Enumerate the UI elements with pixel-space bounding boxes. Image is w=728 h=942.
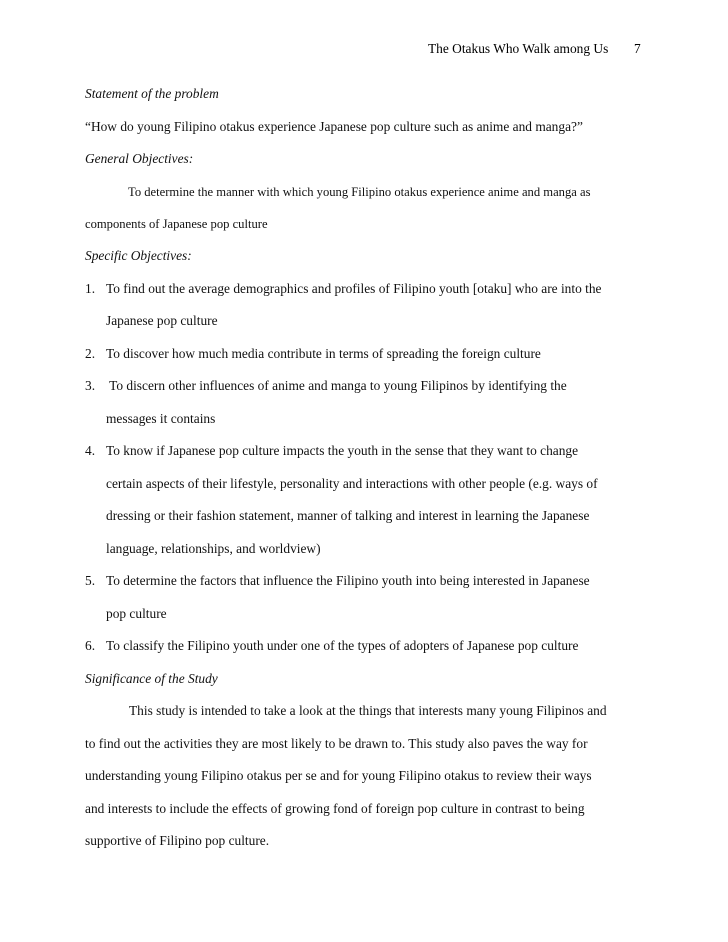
objective-item-4 xyxy=(85,443,578,459)
objective-item-6 xyxy=(85,638,578,654)
objective-text: messages it contains xyxy=(106,411,216,426)
objective-text: To find out the average demographics and profiles of Filipino youth [otaku] who are into the xyxy=(106,281,602,296)
research-question: “How do young Filipino otakus experience Japanese pop culture such as anime and manga?” xyxy=(85,119,583,134)
list-number: 4. xyxy=(85,443,96,458)
general-objective-line: components of Japanese pop culture xyxy=(85,217,268,231)
page-number: 7 xyxy=(634,41,641,56)
objective-text: To classify the Filipino youth under one of the types of adopters of Japanese pop culture xyxy=(106,638,579,653)
objective-item-1 xyxy=(85,281,602,297)
list-number: 6. xyxy=(85,638,96,653)
objective-text: language, relationships, and worldview) xyxy=(106,541,321,556)
significance-heading: Significance of the Study xyxy=(85,671,218,686)
objective-text: To discover how much media contribute in terms of spreading the foreign culture xyxy=(106,346,541,361)
list-number: 5. xyxy=(85,573,96,588)
objective-text: To discern other influences of anime and manga to young Filipinos by identifying the xyxy=(106,378,567,393)
objective-text: Japanese pop culture xyxy=(106,313,218,328)
list-number: 3. xyxy=(85,378,96,393)
objective-text: To determine the factors that influence the Filipino youth into being interested in Japanese xyxy=(106,573,590,588)
list-number: 1. xyxy=(85,281,96,296)
significance-line: understanding young Filipino otakus per se and for young Filipino otakus to review their ways xyxy=(85,768,592,783)
list-number: 2. xyxy=(85,346,96,361)
objective-item-2 xyxy=(85,346,541,362)
objective-item-5 xyxy=(85,573,590,589)
significance-line: supportive of Filipino pop culture. xyxy=(85,833,270,848)
objective-item-3 xyxy=(85,378,567,394)
significance-line: to find out the activities they are most likely to be drawn to. This study also paves the way for xyxy=(85,736,588,751)
objective-text: dressing or their fashion statement, manner of talking and interest in learning the Japanese xyxy=(106,508,590,523)
statement-heading: Statement of the problem xyxy=(85,86,219,101)
objective-text: pop culture xyxy=(106,606,167,621)
general-objective-line: To determine the manner with which young Filipino otakus experience anime and manga as xyxy=(128,185,591,199)
general-objectives-heading: General Objectives: xyxy=(85,151,194,166)
specific-objectives-heading: Specific Objectives: xyxy=(85,248,192,263)
significance-line: and interests to include the effects of growing fond of foreign pop culture in contrast to being xyxy=(85,801,585,816)
objective-text: To know if Japanese pop culture impacts the youth in the sense that they want to change xyxy=(106,443,579,458)
running-head-title: The Otakus Who Walk among Us xyxy=(428,41,609,56)
objective-text: certain aspects of their lifestyle, personality and interactions with other people (e.g. ways of xyxy=(106,476,598,491)
significance-line: This study is intended to take a look at the things that interests many young Filipinos and xyxy=(129,703,607,718)
